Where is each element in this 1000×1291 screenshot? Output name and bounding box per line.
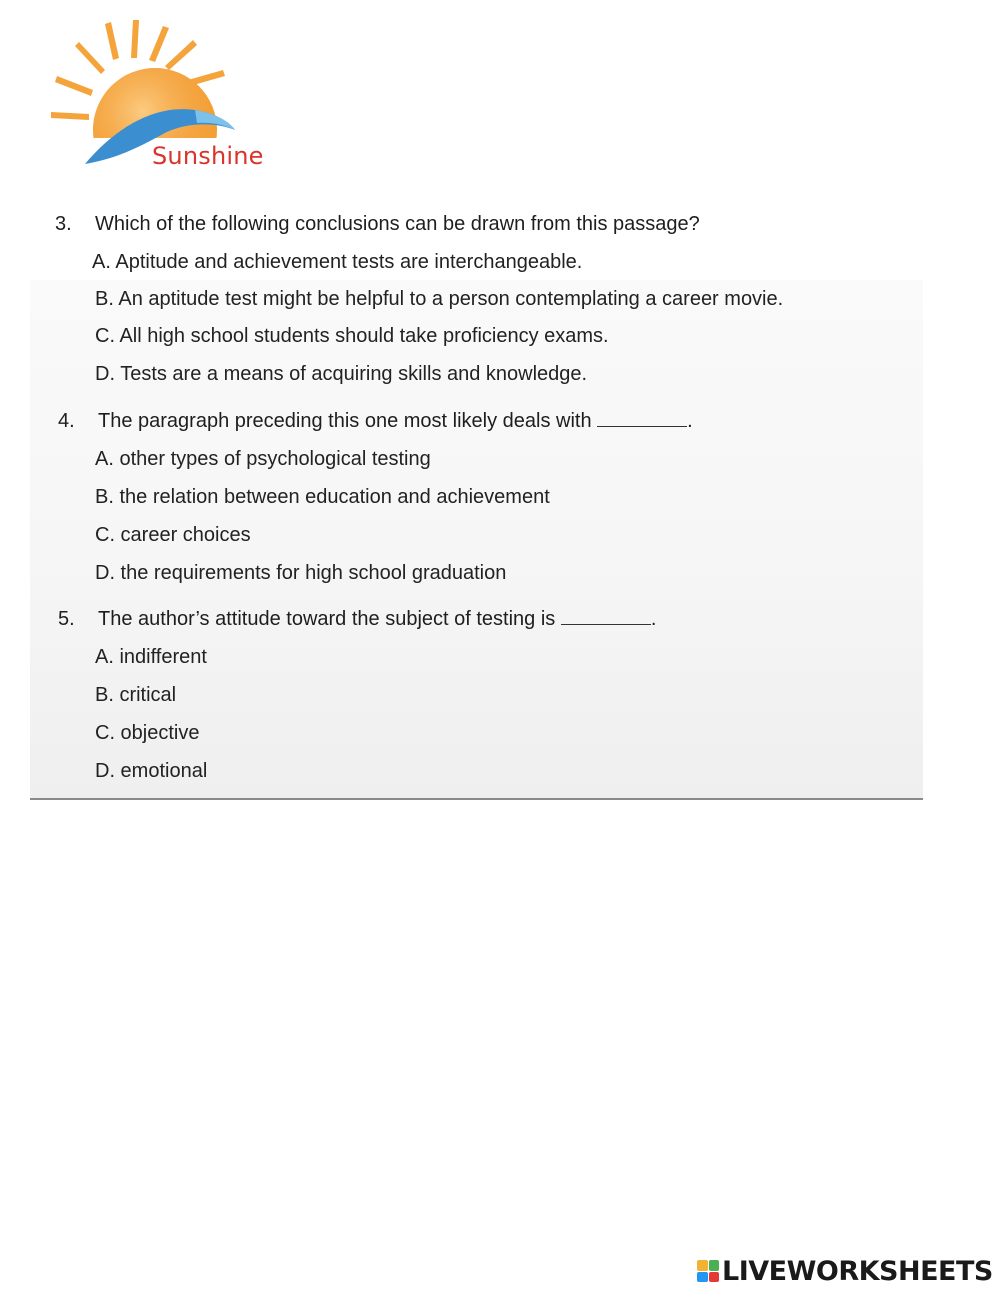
question-text: The author’s attitude toward the subject of testing is bbox=[98, 608, 556, 630]
answer-blank[interactable] bbox=[597, 410, 687, 427]
liveworksheets-brand: LIVEWORKSHEETS bbox=[722, 1255, 993, 1287]
option-5d: D. emotional bbox=[95, 760, 208, 782]
question-suffix: . bbox=[687, 410, 693, 432]
option-5a: A. indifferent bbox=[95, 646, 207, 668]
liveworksheets-logo bbox=[697, 1256, 993, 1286]
liveworksheets-icon bbox=[697, 1260, 719, 1282]
question-5 bbox=[58, 607, 656, 631]
question-number: 4. bbox=[58, 410, 75, 432]
option-3d: D. Tests are a means of acquiring skills and knowledge. bbox=[95, 363, 588, 385]
sunshine-logo bbox=[45, 18, 285, 178]
option-5b: B. critical bbox=[95, 684, 177, 706]
question-number: 3. bbox=[55, 213, 72, 235]
question-suffix: . bbox=[650, 608, 657, 630]
option-4a: A. other types of psychological testing bbox=[95, 448, 431, 470]
option-4d: D. the requirements for high school graduation bbox=[95, 562, 507, 584]
option-3a: A. Aptitude and achievement tests are interchangeable. bbox=[92, 251, 583, 273]
option-3b: B. An aptitude test might be helpful to a person contemplating a career movie. bbox=[95, 288, 784, 310]
question-number: 5. bbox=[58, 608, 75, 630]
option-3c: C. All high school students should take proficiency exams. bbox=[95, 325, 609, 347]
question-text: Which of the following conclusions can be drawn from this passage? bbox=[95, 213, 700, 235]
option-4c: C. career choices bbox=[95, 524, 251, 546]
question-4 bbox=[58, 409, 693, 433]
logo-brand-text: Sunshine bbox=[152, 142, 264, 170]
option-4b: B. the relation between education and achievement bbox=[95, 486, 550, 508]
option-5c: C. objective bbox=[95, 722, 200, 744]
answer-blank[interactable] bbox=[561, 608, 651, 625]
question-text: The paragraph preceding this one most likely deals with bbox=[98, 410, 592, 432]
question-3 bbox=[55, 212, 700, 236]
